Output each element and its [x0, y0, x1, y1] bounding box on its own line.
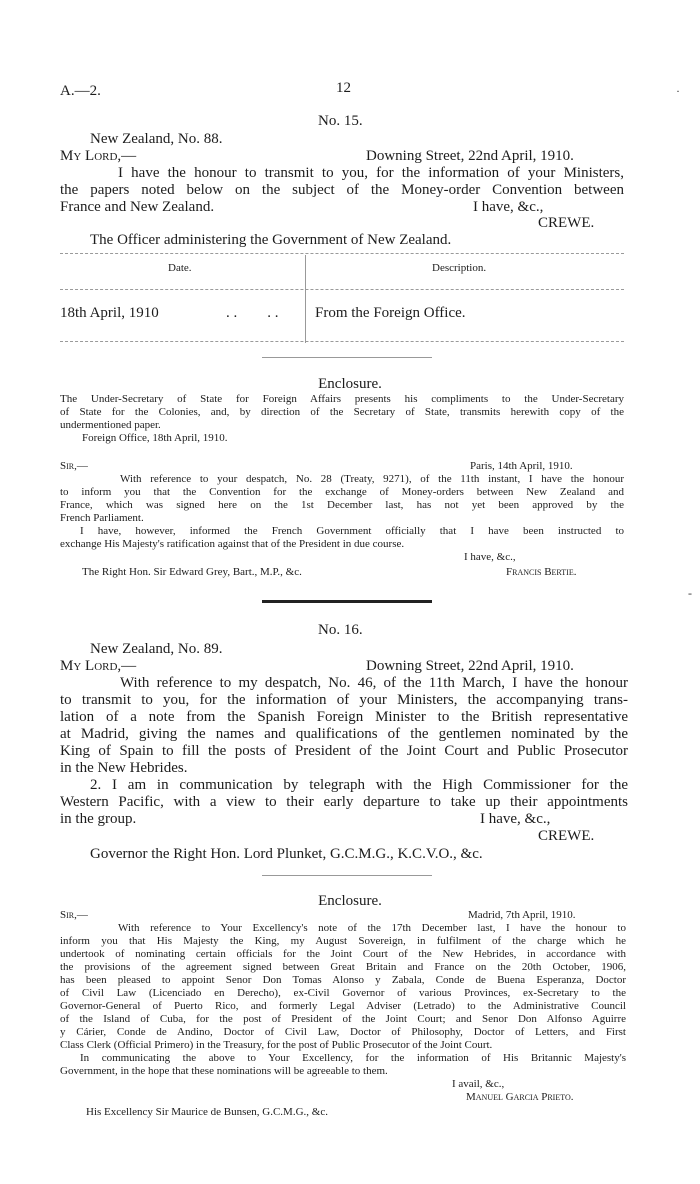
table-header-date: Date. — [168, 262, 192, 274]
body-line: 2. I am in communication by telegraph with the High Commissioner for the — [90, 777, 628, 793]
margin-mark: - — [688, 586, 692, 600]
body-line: Western Pacific, with a view to their early departure to take up their appointments — [60, 794, 628, 810]
body-line: in the group. — [60, 811, 137, 827]
letter-line: inform you that His Majesty the King, my August Sovereign, in fulfilment of the charge which he — [60, 935, 626, 947]
table-cell-description: From the Foreign Office. — [315, 305, 466, 321]
closing: I have, &c., — [473, 199, 544, 215]
recipient: The Officer administering the Government of New Zealand. — [90, 232, 452, 248]
table-top-rule — [60, 253, 624, 254]
section-divider-thick — [262, 600, 432, 603]
addressee-line: New Zealand, No. 89. — [90, 641, 223, 657]
section-divider — [262, 875, 432, 876]
enclosure-heading: Enclosure. — [318, 376, 382, 392]
letter-line: of Civil Law (Licenciado en Derecho), ex-Civil Governor of various Provinces, ex-Secretary to the — [60, 987, 626, 999]
letter-line: With reference to Your Excellency's note of the 17th December last, I have the honour to — [118, 922, 626, 934]
recipient: His Excellency Sir Maurice de Bunsen, G.C.M.G., &c. — [86, 1106, 328, 1118]
table-header-rule — [60, 289, 624, 290]
document-reference: A.—2. — [60, 83, 101, 99]
recipient: Governor the Right Hon. Lord Plunket, G.C.M.G., K.C.V.O., &c. — [90, 846, 483, 862]
addressee-line: New Zealand, No. 88. — [90, 131, 223, 147]
letter-line: y Cárier, Conde de Andino, Doctor of Civil Law, Doctor of Philosophy, Doctor of Letters, and First — [60, 1026, 626, 1038]
recipient: The Right Hon. Sir Edward Grey, Bart., M.P., &c. — [82, 566, 302, 578]
table-cell-date: 18th April, 1910 — [60, 305, 159, 321]
body-line: France and New Zealand. — [60, 199, 215, 215]
body-line: in the New Hebrides. — [60, 760, 188, 776]
letter-line: With reference to your despatch, No. 28 (Treaty, 9271), of the 11th instant, I have the honour — [120, 473, 624, 485]
note-place-date: Foreign Office, 18th April, 1910. — [82, 432, 228, 444]
letter-line: to inform you that the Convention for the exchange of Money-orders between New Zealand and — [60, 486, 624, 498]
closing: I avail, &c., — [452, 1078, 505, 1090]
letter-line: of the Island of Cuba, for the post of President of the Joint Court; and Senor Don Alfonso Aguirre — [60, 1013, 626, 1025]
margin-mark: · — [676, 84, 680, 98]
body-line: the papers noted below on the subject of the Money-order Convention between — [60, 182, 624, 198]
salutation: Sir,— — [60, 909, 88, 921]
body-line: With reference to my despatch, No. 46, of the 11th March, I have the honour — [120, 675, 628, 691]
signature: CREWE. — [538, 215, 595, 231]
document-number: No. 15. — [318, 113, 363, 129]
closing: I have, &c., — [464, 551, 516, 563]
letter-line: the provisions of the agreement signed between Great Britain and France on the 20th October, 1906, — [60, 961, 626, 973]
letter-line: exchange His Majesty's ratification against that of the President in due course. — [60, 538, 405, 550]
salutation: My Lord,— — [60, 658, 137, 674]
note-line: The Under-Secretary of State for Foreign Affairs presents his compliments to the Under-Secretary — [60, 393, 624, 405]
place-date: Downing Street, 22nd April, 1910. — [366, 658, 574, 674]
letter-line: In communicating the above to Your Excellency, for the information of His Britannic Majesty's — [80, 1052, 626, 1064]
table-bottom-rule — [60, 341, 624, 342]
note-line: undermentioned paper. — [60, 419, 161, 431]
letter-line: has been pleased to appoint Senor Don Tomas Alonso y Zabala, Conde de Buena Esperanza, Doctor — [60, 974, 626, 986]
note-line: of State for the Colonies, and, by direction of the Secretary of State, transmits herewith copy of the — [60, 406, 624, 418]
signature: Francis Bertie. — [506, 566, 577, 578]
closing: I have, &c., — [480, 811, 551, 827]
section-divider — [262, 357, 432, 358]
letter-line: undertook of nominating certain officials for the Joint Court of the New Hebrides, in accordance with — [60, 948, 626, 960]
letter-line: Governor-General of Puerto Rico, and formerly Legal Adviser (Letrado) to the Administrative Council — [60, 1000, 626, 1012]
place-date: Paris, 14th April, 1910. — [470, 460, 573, 472]
letter-line: France, which was signed here on the 1st December last, has not yet been approved by the — [60, 499, 624, 511]
place-date: Downing Street, 22nd April, 1910. — [366, 148, 574, 164]
signature: Manuel Garcia Prieto. — [466, 1091, 574, 1103]
body-line: at Madrid, giving the names and qualifications of the gentlemen nominated by the — [60, 726, 628, 742]
page-number: 12 — [336, 80, 351, 96]
body-line: King of Spain to fill the posts of President of the Joint Court and Public Prosecutor — [60, 743, 628, 759]
salutation: My Lord,— — [60, 148, 137, 164]
document-number: No. 16. — [318, 622, 363, 638]
table-column-divider — [305, 255, 306, 343]
salutation: Sir,— — [60, 460, 88, 472]
letter-line: I have, however, informed the French Government officially that I have been instructed to — [80, 525, 624, 537]
place-date: Madrid, 7th April, 1910. — [468, 909, 576, 921]
table-cell-leaders: . . . . — [226, 305, 279, 321]
body-line: I have the honour to transmit to you, for the information of your Ministers, — [118, 165, 624, 181]
body-line: to transmit to you, for the information of your Ministers, the accompanying trans- — [60, 692, 628, 708]
signature: CREWE. — [538, 828, 595, 844]
letter-line: Government, in the hope that these nominations will be agreeable to them. — [60, 1065, 388, 1077]
enclosure-heading: Enclosure. — [318, 893, 382, 909]
letter-line: French Parliament. — [60, 512, 144, 524]
letter-line: Class Clerk (Official Primero) in the Treasury, for the post of Public Prosecutor of the Joint Court. — [60, 1039, 493, 1051]
table-header-description: Description. — [432, 262, 487, 274]
body-line: lation of a note from the Spanish Foreign Minister to the British representative — [60, 709, 628, 725]
